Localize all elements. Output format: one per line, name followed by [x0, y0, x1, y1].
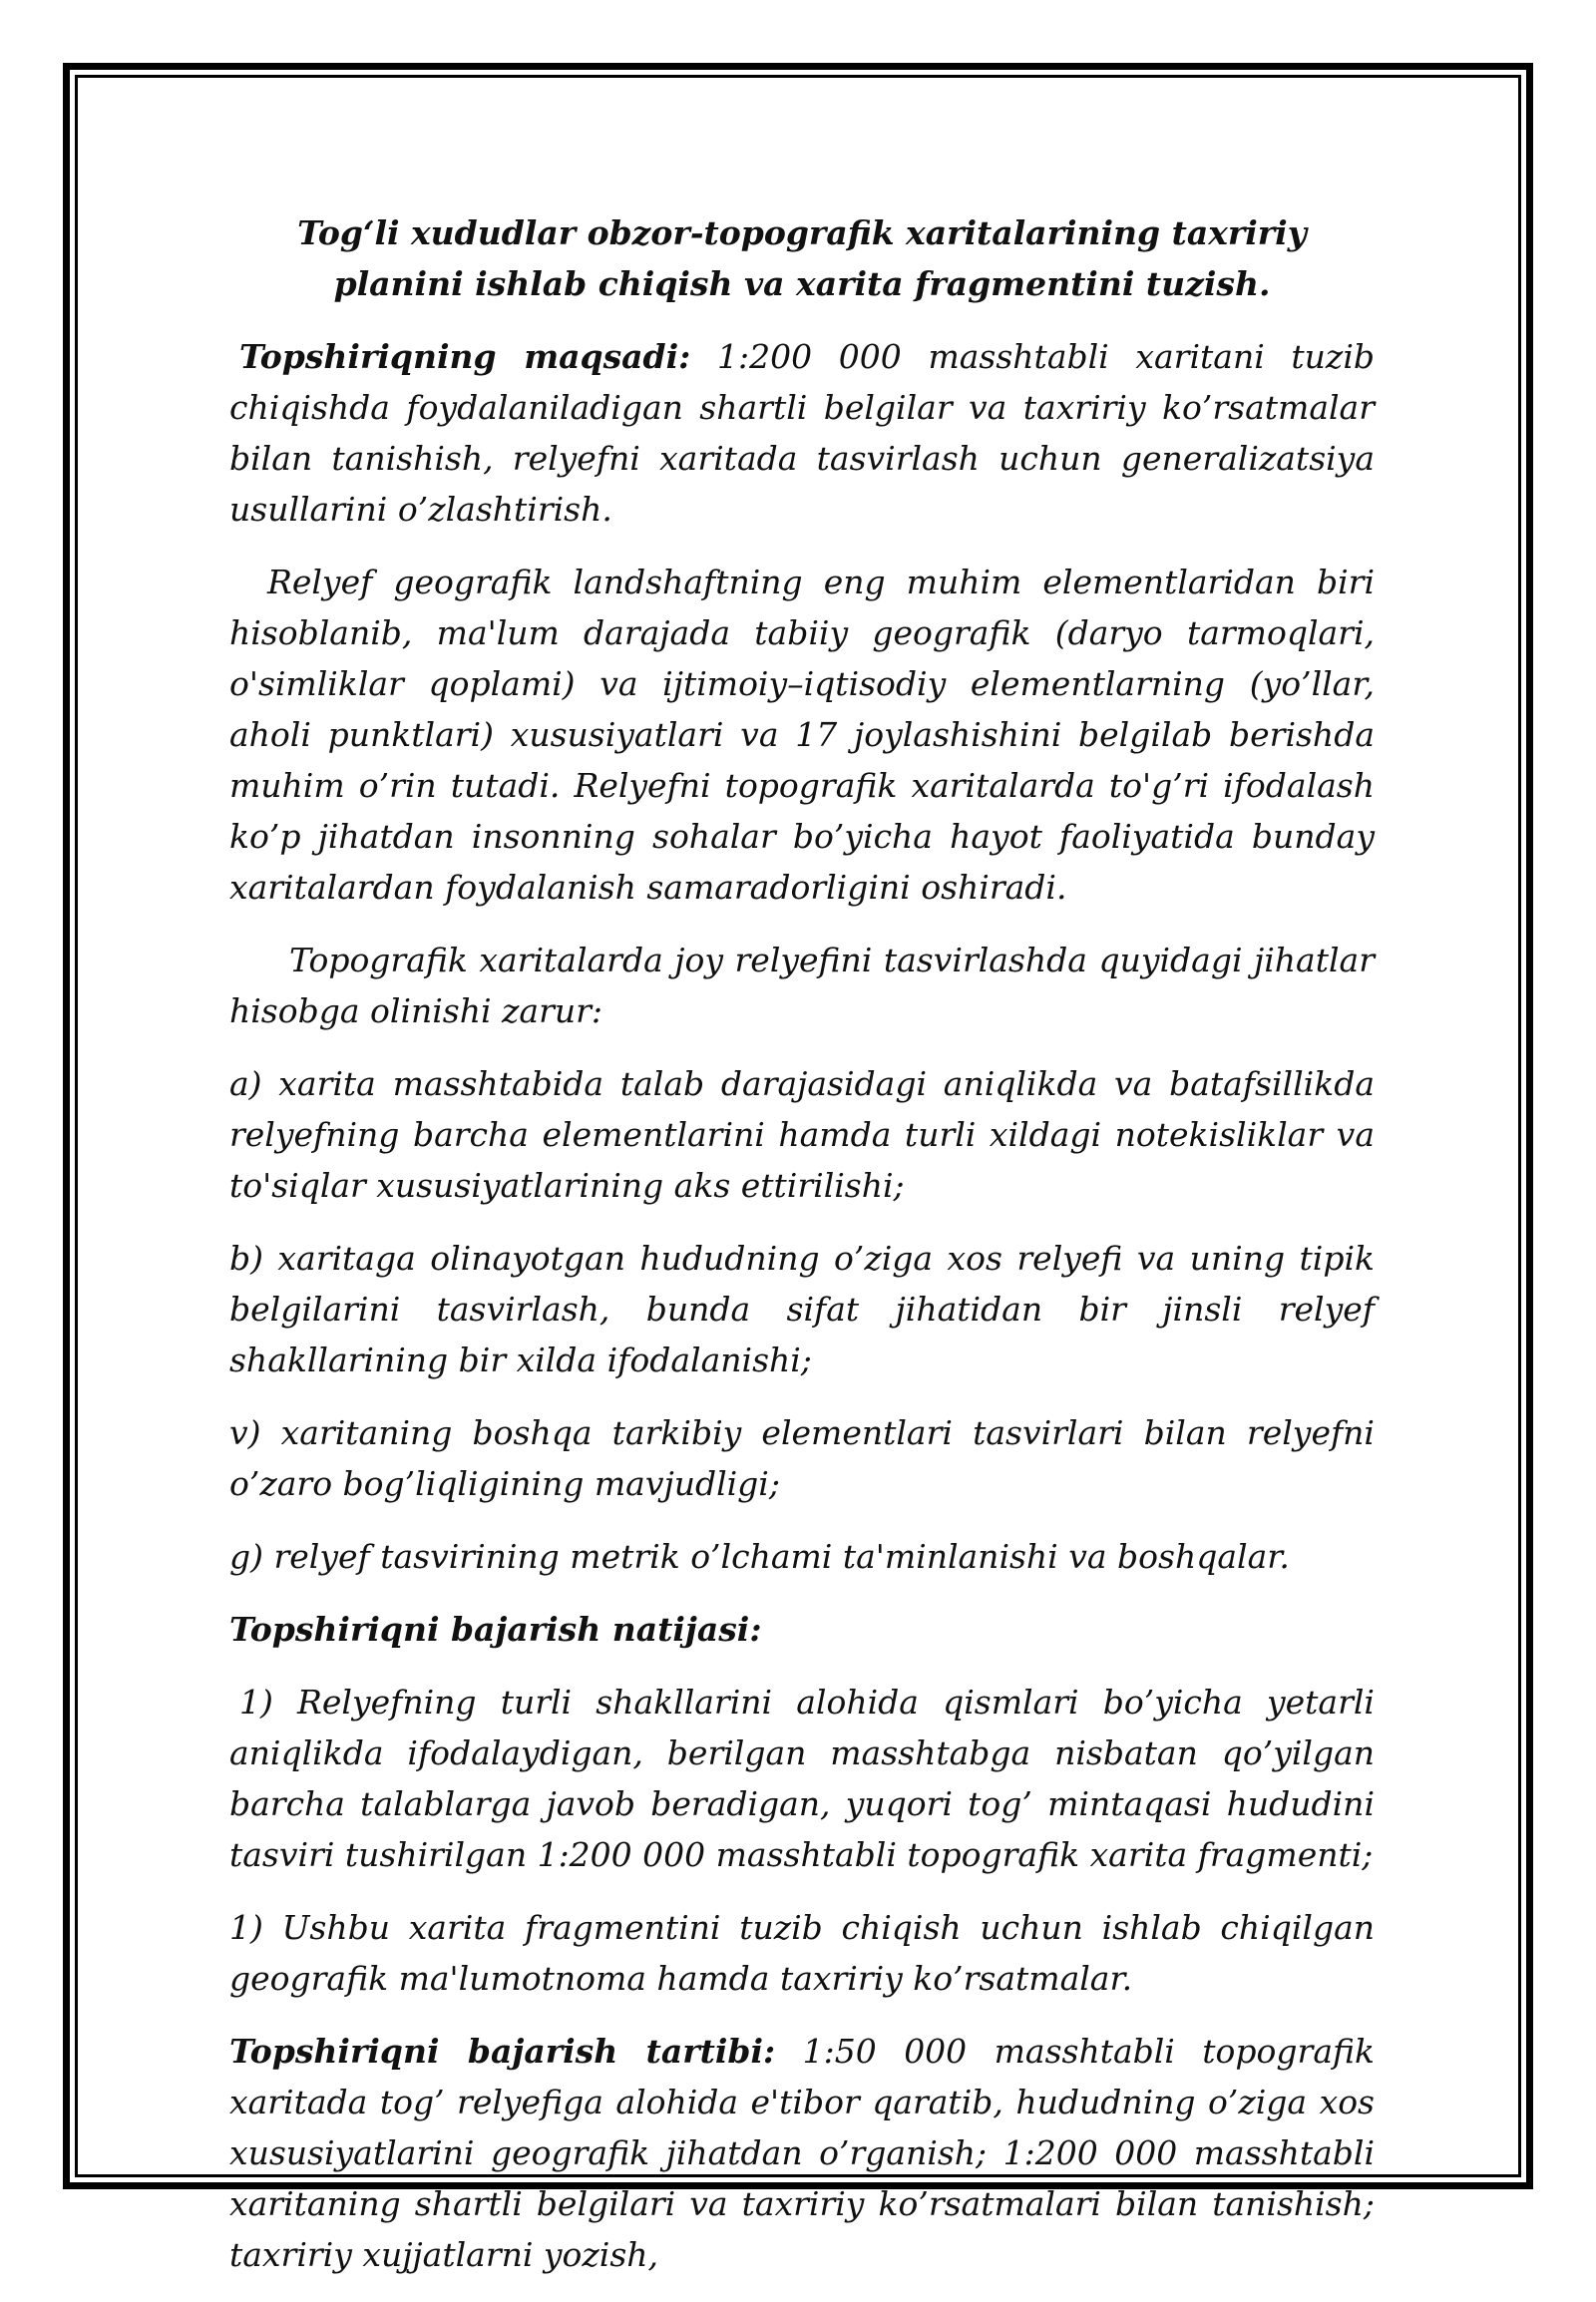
document-body [229, 207, 1375, 2302]
requirement-a: a) xarita masshtabida talab darajasidagi aniqlikda va batafsillikda relyefning barcha elementlarini hamda turli xildagi notekisliklar va to'siqlar xususiyatlarining aks ettirilishi; [229, 1064, 1375, 1205]
goal-label: Topshiriqning maqsadi: [239, 337, 691, 376]
requirement-b: b) xaritaga olinayotgan hududning o’ziga xos relyefi va uning tipik belgilarini tasvirlash, bunda sifat jihatidan bir jinsli relyef shakllarining bir xilda ifodalanishi; [229, 1239, 1375, 1379]
document-title: Tog‘li xududlar obzor-topografik xaritalarining taxririy planini ishlab chiqish va xarita fragmentini tuzish. [297, 213, 1307, 303]
procedure-paragraph [229, 2026, 1375, 2280]
procedure-label: Topshiriqni bajarish tartibi: [229, 2032, 776, 2071]
relief-paragraph: Relyef geografik landshaftning eng muhim elementlaridan biri hisoblanib, ma'lum darajada tabiiy geografik (daryo tarmoqlari, o'simliklar qoplami) va ijtimoiy–iqtisodiy elementlarning (yo’llar, aholi punktlari) xususiyatlari va 17 joylashishini belgilab berishda muhim o’rin tutadi. Relyefni topografik xaritalarda to'g’ri ifodalash ko’p jihatdan insonning sohalar bo’yicha hayot faoliyatida bunday xaritalardan foydalanish samaradorligini oshiradi. [229, 563, 1375, 907]
goal-text: 1:200 000 masshtabli xaritani tuzib chiqishda foydalaniladigan shartli belgilar va taxririy ko’rsatmalar bilan tanishish, relyefni xaritada tasvirlash uchun generalizatsiya usullarini o’zlashtirish. [229, 337, 1376, 529]
results-heading: Topshiriqni bajarish natijasi: [229, 1610, 762, 1649]
requirement-v: v) xaritaning boshqa tarkibiy elementlari tasvirlari bilan relyefni o’zaro bog’liqligining mavjudligi; [229, 1413, 1375, 1503]
procedure-text: 1:50 000 masshtabli topografik xaritada tog’ relyefiga alohida e'tibor qaratib, hududning o’ziga xos xususiyatlarini geografik jihatdan o’rganish; 1:200 000 masshtabli xaritaning shartli belgilari va taxririy ko’rsatmalari bilan tanishish; taxririy xujjatlarni yozish, [229, 2032, 1376, 2274]
result-item-1: 1) Relyefning turli shakllarini alohida qismlari bo’yicha yetarli aniqlikda ifodalaydigan, berilgan masshtabga nisbatan qo’yilgan barcha talablarga javob beradigan, yuqori tog’ mintaqasi hududini tasviri tushirilgan 1:200 000 masshtabli topografik xarita fragmenti; [229, 1683, 1375, 1874]
result-item-2: 1) Ushbu xarita fragmentini tuzib chiqish uchun ishlab chiqilgan geografik ma'lumotnoma hamda taxririy ko’rsatmalar. [229, 1908, 1375, 1998]
requirement-g: g) relyef tasvirining metrik o’lchami ta'minlanishi va boshqalar. [229, 1537, 1290, 1576]
aspects-intro-paragraph: Topografik xaritalarda joy relyefini tasvirlashda quyidagi jihatlar hisobga olinishi zarur: [229, 941, 1375, 1030]
goal-paragraph [229, 331, 1375, 535]
